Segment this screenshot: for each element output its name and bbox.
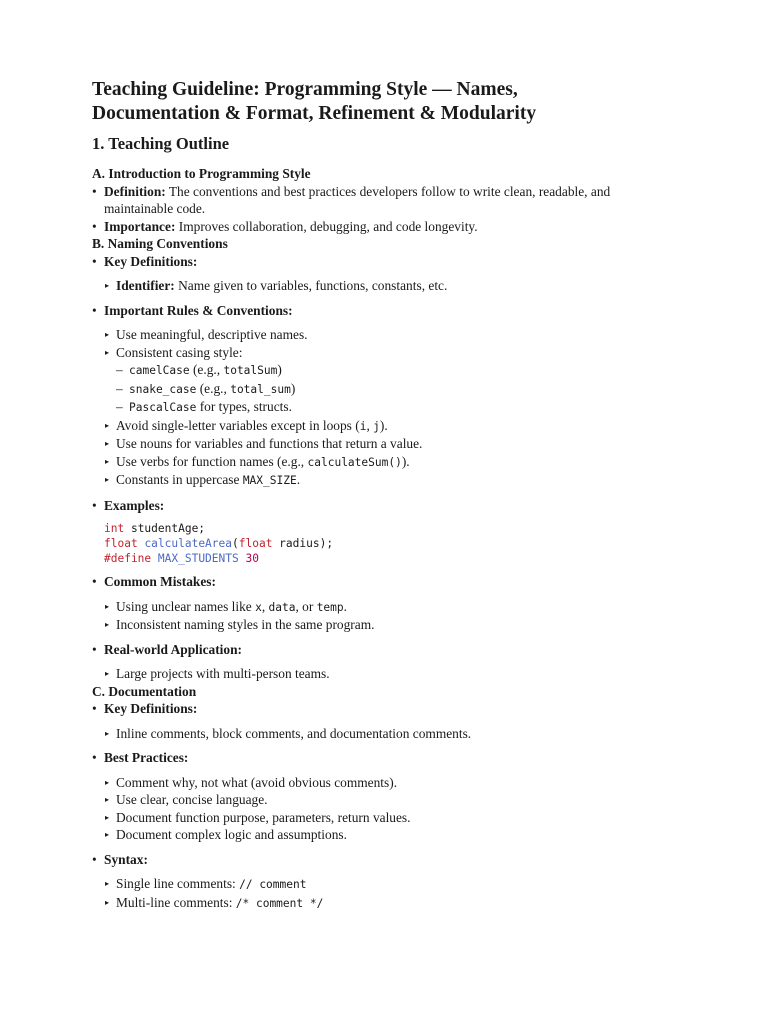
identifier-label: Identifier: — [116, 278, 175, 293]
mistake-unclear — [104, 598, 682, 617]
mistakes-list — [104, 598, 682, 634]
identifier-text: Name given to variables, functions, constants, etc. — [174, 278, 448, 293]
unclear-pre: Using unclear names like — [116, 598, 256, 614]
code-l3-directive: #define — [104, 552, 152, 565]
multi-code: /* comment */ — [235, 896, 324, 910]
best-practices-list — [104, 774, 682, 844]
document-title — [92, 78, 682, 126]
camel-eg-post: ) — [277, 362, 282, 377]
rule-casing-text: Consistent casing style: — [116, 344, 243, 360]
unclear-data-code: data — [268, 600, 296, 614]
realworld-label: Real-world Application: — [104, 641, 242, 657]
definition-item — [92, 183, 682, 218]
importance-text: Improves collaboration, debugging, and code longevity. — [175, 218, 478, 234]
snake-eg-code: total_sum — [230, 382, 291, 396]
single-pre: Single line comments: — [116, 876, 240, 891]
verbs-pre: Use verbs for function names (e.g., — [116, 453, 308, 469]
document-content — [92, 78, 682, 912]
best-practice-2: ▸ Use clear, concise language. — [104, 791, 682, 809]
naming-key-defs-label: Key Definitions: — [104, 253, 198, 269]
naming-key-defs-list — [104, 277, 682, 295]
camel-eg-pre: (e.g., — [189, 362, 224, 377]
rule-avoid-single-letter — [104, 417, 682, 436]
rule-nouns: ▸ Use nouns for variables and functions that return a value. — [104, 435, 682, 453]
mistake-inconsistent: ▸ Inconsistent naming styles in the same program. — [104, 616, 682, 634]
naming-mistakes — [92, 573, 682, 634]
avoid-sep: , — [366, 417, 374, 433]
doc-key-defs-list — [104, 725, 682, 743]
code-l2-keyword-2: float — [238, 537, 273, 550]
rule-verbs — [104, 453, 682, 472]
code-l1-keyword: int — [104, 522, 125, 535]
subsection-c-heading: C. Documentation — [92, 683, 197, 699]
rule-casing — [104, 344, 682, 417]
syntax-list — [104, 875, 682, 912]
doc-best-practices — [92, 749, 682, 844]
unclear-post: . — [343, 598, 347, 614]
casing-list — [116, 361, 682, 417]
realworld-item: ▸ Large projects with multi-person teams. — [104, 665, 682, 683]
unclear-temp-code: temp — [316, 600, 344, 614]
camel-eg-code: totalSum — [223, 364, 278, 377]
snake-eg-pre: (e.g., — [196, 380, 231, 396]
unclear-x-code: x — [255, 600, 262, 614]
naming-list — [92, 253, 682, 683]
unclear-sep1: , — [261, 598, 269, 614]
definition-label: Definition: — [104, 183, 166, 199]
naming-realworld — [92, 641, 682, 683]
verbs-code: calculateSum() — [307, 455, 402, 469]
constants-pre: Constants in uppercase — [116, 472, 243, 487]
doc-key-defs-label: Key Definitions: — [104, 701, 198, 716]
intro-list — [92, 183, 682, 236]
best-practice-3: ▸ Document function purpose, parameters, return values. — [104, 809, 682, 827]
subsection-a-heading: A. Introduction to Programming Style — [92, 166, 311, 181]
comments-item: ▸ Inline comments, block comments, and documentation comments. — [104, 725, 682, 743]
best-practices-label: Best Practices: — [104, 750, 189, 765]
avoid-pre: Avoid single-letter variables except in loops ( — [116, 417, 360, 433]
syntax-multi-line — [104, 894, 682, 913]
verbs-post: ). — [401, 453, 410, 469]
naming-rules — [92, 302, 682, 490]
doc-key-definitions — [92, 700, 682, 742]
naming-key-definitions — [92, 253, 682, 295]
best-practice-4: ▸ Document complex logic and assumptions. — [104, 826, 682, 844]
unclear-sep2: , or — [295, 598, 317, 614]
pascal-code: PascalCase — [129, 401, 197, 414]
importance-item — [92, 218, 682, 236]
definition-text: The conventions and best practices developers follow to write clean, readable, and maintainable code. — [104, 183, 611, 216]
avoid-j-code: j — [373, 419, 380, 433]
camel-code: camelCase — [129, 364, 190, 377]
constants-post: . — [296, 472, 301, 487]
title-line-2: Documentation & Format, Refinement & Modularity — [92, 103, 537, 124]
casing-camel — [116, 361, 682, 380]
rule-constants — [104, 471, 682, 490]
syntax-single-line — [104, 875, 682, 894]
best-practice-1: ▸ Comment why, not what (avoid obvious comments). — [104, 774, 682, 792]
mistakes-label: Common Mistakes: — [104, 574, 216, 589]
code-l2-paren: ( — [232, 537, 239, 550]
code-l3-space — [151, 552, 158, 565]
casing-pascal — [116, 398, 682, 417]
single-code: // comment — [239, 878, 307, 891]
identifier-item — [104, 277, 682, 295]
avoid-post: ). — [379, 417, 388, 433]
code-l2-rest: radius); — [272, 537, 334, 550]
title-line-1: Teaching Guideline: Programming Style — Names, — [92, 79, 518, 100]
multi-pre: Multi-line comments: — [116, 894, 236, 910]
examples-label: Examples: — [104, 497, 165, 513]
section-heading: 1. Teaching Outline — [92, 134, 230, 153]
importance-label: Importance: — [104, 218, 176, 234]
avoid-i-code: i — [359, 419, 367, 433]
rules-list — [104, 326, 682, 490]
subsection-b-heading: B. Naming Conventions — [92, 236, 228, 251]
realworld-list — [104, 665, 682, 683]
doc-syntax — [92, 851, 682, 913]
casing-snake — [116, 380, 682, 399]
naming-examples — [92, 497, 682, 567]
snake-eg-post: ) — [290, 380, 296, 396]
documentation-list — [92, 700, 682, 912]
pascal-text: for types, structs. — [196, 399, 292, 414]
code-l2-function: calculateArea — [144, 537, 232, 550]
code-example-block — [104, 521, 682, 566]
constants-code: MAX_SIZE — [242, 474, 297, 487]
syntax-label: Syntax: — [104, 851, 148, 867]
code-l3-macro: MAX_STUDENTS — [157, 552, 239, 565]
code-l3-number: 30 — [245, 552, 259, 565]
code-l2-keyword: float — [104, 537, 138, 550]
snake-code: snake_case — [129, 382, 197, 396]
code-l1-rest: studentAge; — [124, 522, 206, 535]
rule-meaningful: ▸ Use meaningful, descriptive names. — [104, 326, 682, 344]
rules-label: Important Rules & Conventions: — [104, 302, 293, 318]
